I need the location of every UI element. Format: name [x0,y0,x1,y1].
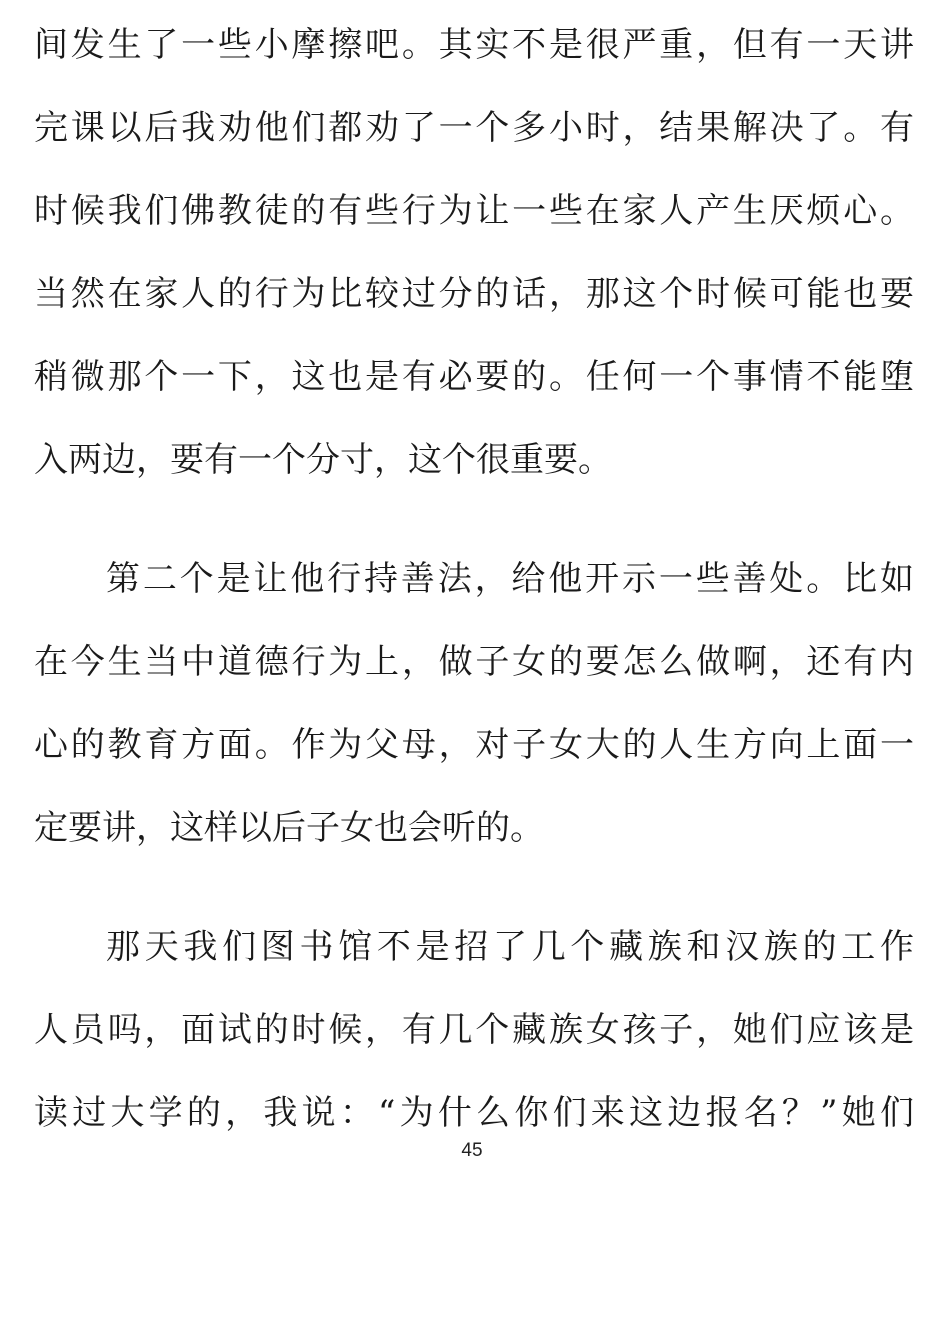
paragraph-3 [34,906,914,1155]
text-line: 第二个是让他行持善法，给他开示一些善处。比如 [106,559,914,599]
text-line: 时候我们佛教徒的有些行为让一些在家人产生厌烦心。 [34,191,914,231]
page-number: 45 [461,1140,483,1161]
text-line: 心的教育方面。作为父母，对子女大的人生方向上面一 [34,725,914,765]
text-line: 完课以后我劝他们都劝了一个多小时，结果解决了。有 [34,108,914,148]
text-line: 读过大学的，我说：“为什么你们来这边报名？”她们 [34,1093,914,1133]
paragraph-2 [34,538,914,870]
text-line: 入两边，要有一个分寸，这个很重要。 [34,440,612,480]
paragraph-1 [34,4,914,502]
text-line: 那天我们图书馆不是招了几个藏族和汉族的工作 [106,927,914,967]
text-line: 间发生了一些小摩擦吧。其实不是很严重，但有一天讲 [34,25,914,65]
text-line: 在今生当中道德行为上，做子女的要怎么做啊，还有内 [34,642,914,682]
text-line: 人员吗，面试的时候，有几个藏族女孩子，她们应该是 [34,1010,914,1050]
text-line: 当然在家人的行为比较过分的话，那这个时候可能也要 [34,274,914,314]
text-line: 稍微那个一下，这也是有必要的。任何一个事情不能堕 [34,357,914,397]
text-line: 定要讲，这样以后子女也会听的。 [34,808,544,848]
